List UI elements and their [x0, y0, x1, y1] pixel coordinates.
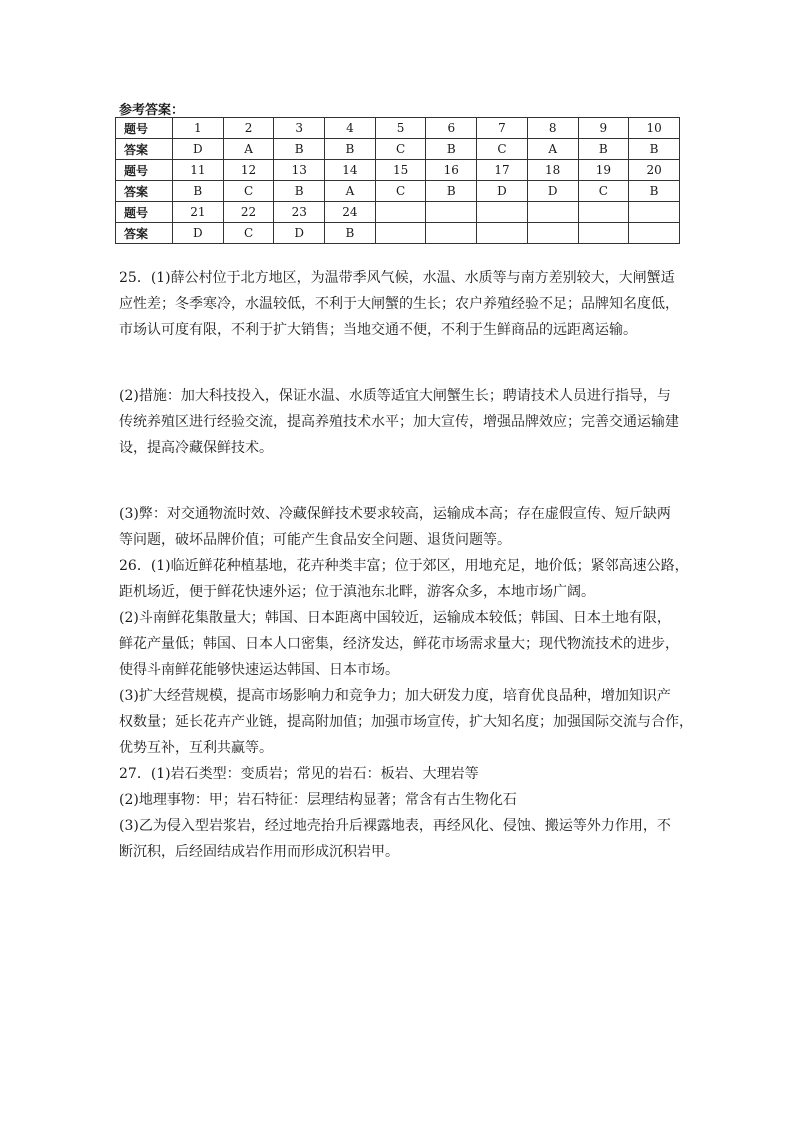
- table-cell: 18: [527, 160, 578, 181]
- table-cell: D: [274, 223, 325, 244]
- table-cell: 17: [477, 160, 528, 181]
- q25-part3-answer: (3)弊：对交通物流时效、冷藏保鲜技术要求较高，运输成本高；存在虚假宣传、短斤缺两 等问题，破坏品牌价值；可能产生食品安全问题、退货问题等。: [119, 506, 671, 548]
- table-cell: 7: [477, 118, 528, 139]
- q26-part1-answer: 26．(1)临近鲜花种植基地，花卉种类丰富；位于郊区，用地充足，地价低；紧邻高速公路， 距机场近，便于鲜花快速外运；位于滇池东北畔，游客众多，本地市场广阔。: [119, 558, 689, 600]
- table-cell: 2: [223, 118, 274, 139]
- q27-part1-answer: 27．(1)岩石类型：变质岩；常见的岩石：板岩、大理岩等: [119, 766, 479, 782]
- table-cell: B: [629, 181, 680, 202]
- table-cell: 19: [578, 160, 629, 181]
- q26-part3-answer: (3)扩大经营规模，提高市场影响力和竞争力；加大研发力度，培育优良品种，增加知识产 权数量；延长花卉产业链，提高附加值；加强市场宣传，扩大知名度；加强国际交流与合作， 优势互补，互利共赢等。: [119, 688, 693, 756]
- table-cell: B: [274, 139, 325, 160]
- table-cell: A: [527, 139, 578, 160]
- table-cell: C: [223, 181, 274, 202]
- table-cell: B: [578, 139, 629, 160]
- table-cell: 8: [527, 118, 578, 139]
- table-cell: B: [325, 139, 376, 160]
- table-cell: 12: [223, 160, 274, 181]
- table-cell: 24: [325, 202, 376, 223]
- table-cell: B: [274, 181, 325, 202]
- table-cell: 14: [325, 160, 376, 181]
- table-cell: [527, 223, 578, 244]
- table-cell: C: [477, 139, 528, 160]
- row-label: 题号: [116, 160, 173, 181]
- answer-table-row: [116, 181, 680, 202]
- table-cell: [629, 223, 680, 244]
- table-cell: B: [426, 139, 477, 160]
- table-cell: C: [375, 139, 426, 160]
- answer-table-row: [116, 139, 680, 160]
- table-cell: 3: [274, 118, 325, 139]
- row-label: 答案: [116, 181, 173, 202]
- table-cell: D: [477, 181, 528, 202]
- table-cell: 1: [173, 118, 224, 139]
- table-cell: D: [527, 181, 578, 202]
- table-cell: [477, 202, 528, 223]
- row-label: 答案: [116, 139, 173, 160]
- table-cell: 15: [375, 160, 426, 181]
- answer-table-row: [116, 223, 680, 244]
- answer-table-row: [116, 202, 680, 223]
- table-cell: 13: [274, 160, 325, 181]
- table-cell: [375, 202, 426, 223]
- q26-part2-answer: (2)斗南鲜花集散量大；韩国、日本距离中国较近，运输成本较低；韩国、日本土地有限， 鲜花产量低；韩国、日本人口密集，经济发达，鲜花市场需求量大；现代物流技术的进步， 使得斗南鲜花能够快速运达韩国、日本市场。: [119, 610, 679, 678]
- answer-table-row: [116, 118, 680, 139]
- table-cell: D: [173, 223, 224, 244]
- table-cell: [578, 223, 629, 244]
- table-cell: [527, 202, 578, 223]
- q25-part1-answer: 25．(1)薛公村位于北方地区，为温带季风气候，水温、水质等与南方差别较大，大闸蟹适 应性差；冬季寒冷，水温较低，不利于大闸蟹的生长；农户养殖经验不足；品牌知名度低， 市场认可度有限，不利于扩大销售；当地交通不便，不利于生鲜商品的远距离运输。: [119, 270, 679, 338]
- q25-part2-answer: (2)措施：加大科技投入，保证水温、水质等适宜大闸蟹生长；聘请技术人员进行指导，与 传统养殖区进行经验交流，提高养殖技术水平；加大宣传，增强品牌效应；完善交通运输建 设，提高冷藏保鲜技术。: [119, 388, 679, 456]
- table-cell: 9: [578, 118, 629, 139]
- table-cell: 23: [274, 202, 325, 223]
- table-cell: C: [578, 181, 629, 202]
- row-label: 题号: [116, 202, 173, 223]
- table-cell: 10: [629, 118, 680, 139]
- answer-key-title: 参考答案：: [119, 103, 185, 118]
- q27-part2-answer: (2)地理事物：甲；岩石特征：层理结构显著；常含有古生物化石: [119, 792, 517, 808]
- q27-part3-answer: (3)乙为侵入型岩浆岩，经过地壳抬升后裸露地表，再经风化、侵蚀、搬运等外力作用，不 断沉积，后经固结成岩作用而形成沉积岩甲。: [119, 818, 671, 860]
- table-cell: 16: [426, 160, 477, 181]
- table-cell: 22: [223, 202, 274, 223]
- table-cell: 6: [426, 118, 477, 139]
- table-cell: B: [173, 181, 224, 202]
- table-cell: [477, 223, 528, 244]
- table-cell: 21: [173, 202, 224, 223]
- table-cell: [426, 223, 477, 244]
- table-cell: A: [325, 181, 376, 202]
- row-label: 答案: [116, 223, 173, 244]
- table-cell: 5: [375, 118, 426, 139]
- answer-table-row: [116, 160, 680, 181]
- table-cell: [375, 223, 426, 244]
- table-cell: B: [325, 223, 376, 244]
- table-cell: 20: [629, 160, 680, 181]
- table-cell: D: [173, 139, 224, 160]
- table-cell: [426, 202, 477, 223]
- table-cell: B: [629, 139, 680, 160]
- table-cell: B: [426, 181, 477, 202]
- answers-body: [119, 265, 693, 865]
- table-cell: [578, 202, 629, 223]
- table-cell: [629, 202, 680, 223]
- table-cell: A: [223, 139, 274, 160]
- table-cell: C: [375, 181, 426, 202]
- answer-table: [115, 117, 680, 244]
- table-cell: 4: [325, 118, 376, 139]
- table-cell: C: [223, 223, 274, 244]
- row-label: 题号: [116, 118, 173, 139]
- table-cell: 11: [173, 160, 224, 181]
